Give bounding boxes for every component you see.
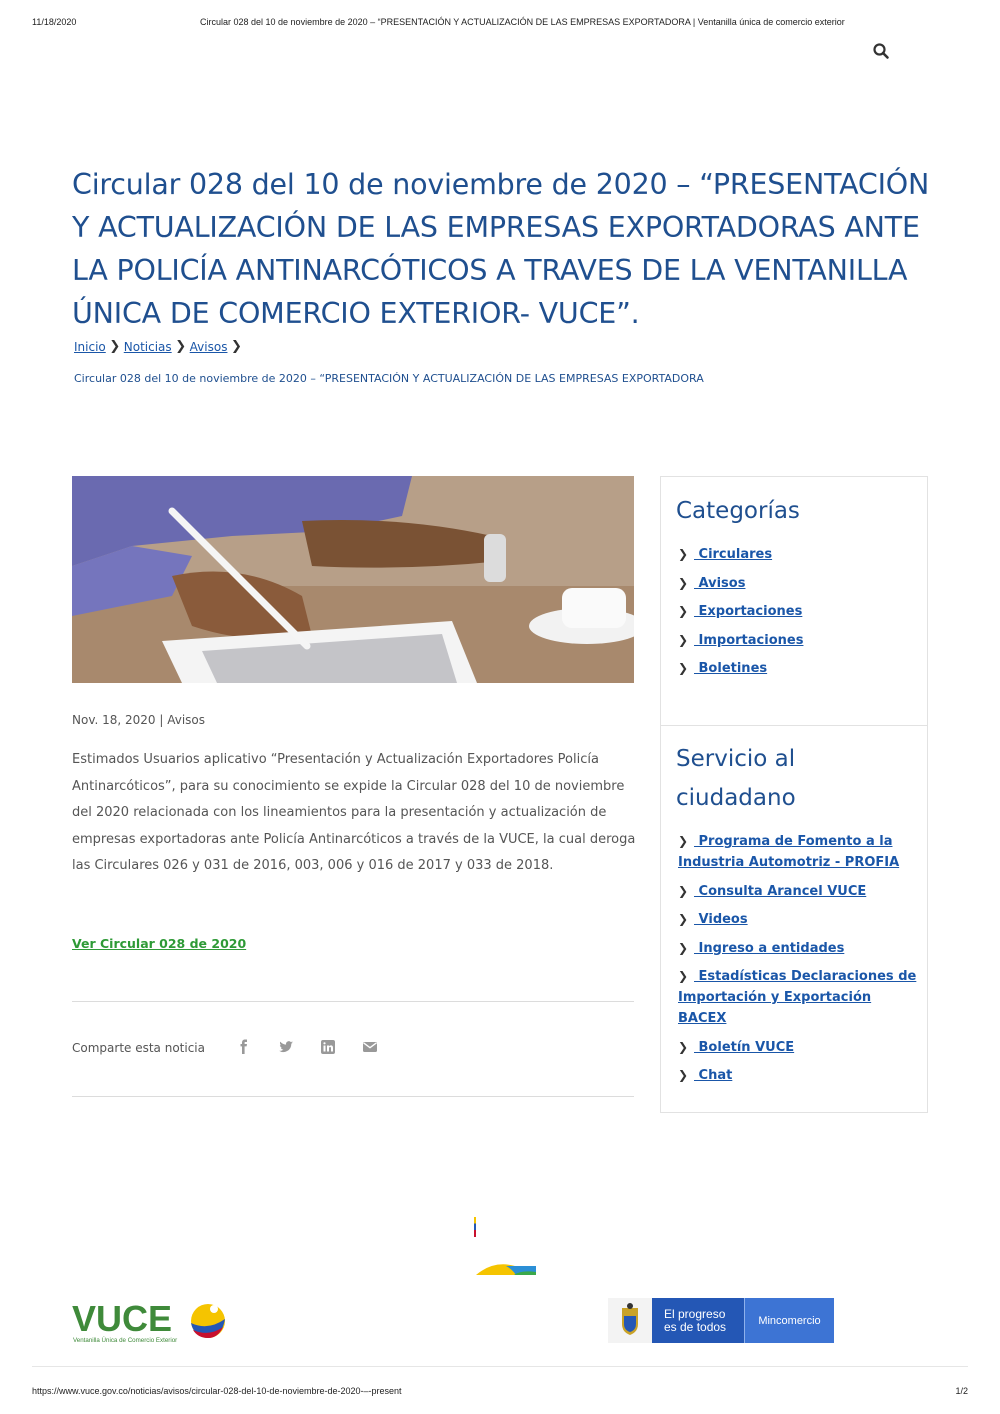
categoria-exportaciones[interactable]: Exportaciones — [694, 604, 803, 619]
chevron-right-icon: ❯ — [678, 1068, 689, 1082]
list-item — [678, 658, 923, 679]
breadcrumb — [74, 339, 245, 354]
list-item — [678, 1065, 923, 1086]
servicio-bacex[interactable]: Estadísticas Declaraciones de Importación y Exportación BACEX — [678, 969, 917, 1026]
chevron-right-icon: ❯ — [678, 940, 689, 955]
print-date: 11/18/2020 — [32, 17, 77, 27]
linkedin-icon[interactable] — [320, 1039, 336, 1055]
list-item — [678, 544, 923, 565]
ver-circular-link[interactable]: Ver Circular 028 de 2020 — [72, 936, 247, 951]
chevron-right-icon: ❯ — [678, 604, 689, 618]
print-title: Circular 028 del 10 de noviembre de 2020 – “PRESENTACIÓN Y ACTUALIZACIÓN DE LAS EMPRESAS EXPORTADORA | Ventanilla única de comercio exterior — [200, 17, 845, 27]
decorative-mark — [474, 1217, 476, 1237]
list-item — [678, 1037, 923, 1058]
chevron-right-icon: ❯ — [109, 339, 121, 354]
list-item — [678, 831, 923, 873]
chevron-right-icon: ❯ — [678, 632, 689, 647]
escudo-icon — [608, 1298, 652, 1343]
vuce-logo-text: VUCE — [72, 1298, 173, 1339]
print-url: https://www.vuce.gov.co/noticias/avisos/circular-028-del-10-de-noviembre-de-2020-–-present — [32, 1386, 402, 1396]
chevron-right-icon: ❯ — [678, 912, 689, 926]
chevron-right-icon: ❯ — [678, 1039, 689, 1054]
chevron-right-icon: ❯ — [678, 661, 689, 675]
progreso-line1: El progreso — [664, 1307, 726, 1321]
list-item — [678, 909, 923, 930]
twitter-icon[interactable] — [278, 1039, 294, 1055]
divider — [72, 1096, 634, 1097]
gobierno-logo[interactable] — [608, 1298, 834, 1343]
chevron-right-icon: ❯ — [678, 575, 689, 590]
servicio-list — [678, 831, 923, 1094]
list-item — [678, 966, 923, 1029]
article-body: Estimados Usuarios aplicativo “Presentación y Actualización Exportadores Policía Antinarcóticos”, para su conocimiento se expide la Circular 028 del 10 de noviembre del 2020 relacionada con los lineamientos para la presentación y actualización de empresas exportadoras ante Policía Antinarcóticos a través de la VUCE, la cual deroga las Circulares 026 y 031 de 2016, 003, 006 y 016 de 2017 y 033 de 2018. — [72, 752, 636, 874]
vuce-tagline: Ventanilla Única de Comercio Exterior — [73, 1337, 178, 1344]
progreso-badge — [652, 1298, 744, 1343]
chevron-right-icon: ❯ — [678, 834, 689, 848]
breadcrumb-current: Circular 028 del 10 de noviembre de 2020 – “PRESENTACIÓN Y ACTUALIZACIÓN DE LAS EMPRESAS EXPORTADORA — [74, 372, 704, 385]
article-meta: Nov. 18, 2020 | Avisos — [72, 713, 206, 727]
sidebar — [660, 476, 928, 1113]
categoria-avisos[interactable]: Avisos — [694, 575, 746, 591]
decorative-logo — [476, 1258, 536, 1280]
servicio-videos[interactable]: Videos — [694, 912, 748, 927]
categoria-boletines[interactable]: Boletines — [694, 661, 768, 676]
list-item — [678, 630, 923, 651]
email-icon[interactable] — [362, 1039, 378, 1055]
categorias-list — [678, 544, 923, 687]
list-item — [678, 881, 923, 902]
breadcrumb-noticias[interactable]: Noticias — [123, 339, 172, 354]
share-label: Comparte esta noticia — [72, 1041, 205, 1055]
chevron-right-icon: ❯ — [175, 339, 187, 354]
categorias-heading: Categorías — [676, 498, 800, 524]
breadcrumb-inicio[interactable]: Inicio — [74, 339, 106, 354]
breadcrumb-avisos[interactable]: Avisos — [189, 339, 228, 354]
servicio-chat[interactable]: Chat — [694, 1068, 733, 1083]
article-image — [72, 476, 634, 683]
page-title: Circular 028 del 10 de noviembre de 2020 – “PRESENTACIÓN Y ACTUALIZACIÓN DE LAS EMPRESAS EXPORTADORAS ANTE LA POLICÍA ANTINARCÓTICOS A TRAVES DE LA VENTANILLA ÚNICA DE COMERCIO EXTERIOR- VUCE”. — [72, 168, 930, 330]
servicio-boletin[interactable]: Boletín VUCE — [694, 1039, 795, 1055]
servicio-ingreso[interactable]: Ingreso a entidades — [694, 940, 845, 956]
mincomercio-label: Mincomercio — [744, 1298, 834, 1343]
servicio-arancel[interactable]: Consulta Arancel VUCE — [694, 883, 867, 899]
list-item — [678, 573, 923, 594]
chevron-right-icon: ❯ — [231, 339, 242, 354]
list-item — [678, 938, 923, 959]
progreso-line2: es de todos — [664, 1320, 727, 1334]
divider — [661, 725, 927, 726]
vuce-logo[interactable] — [72, 1297, 232, 1345]
categoria-importaciones[interactable]: Importaciones — [694, 632, 804, 648]
facebook-icon[interactable] — [236, 1039, 252, 1055]
search-icon[interactable] — [872, 42, 890, 60]
divider — [32, 1366, 968, 1367]
chevron-right-icon: ❯ — [678, 969, 689, 983]
chevron-right-icon: ❯ — [678, 547, 689, 561]
servicio-profia[interactable]: Programa de Fomento a la Industria Automotriz - PROFIA — [678, 834, 900, 870]
divider — [72, 1001, 634, 1002]
servicio-heading: Servicio al ciudadano — [676, 746, 796, 811]
list-item — [678, 601, 923, 622]
page-number: 1/2 — [955, 1386, 968, 1396]
categoria-circulares[interactable]: Circulares — [694, 547, 773, 562]
chevron-right-icon: ❯ — [678, 883, 689, 898]
share-icons — [236, 1039, 378, 1055]
